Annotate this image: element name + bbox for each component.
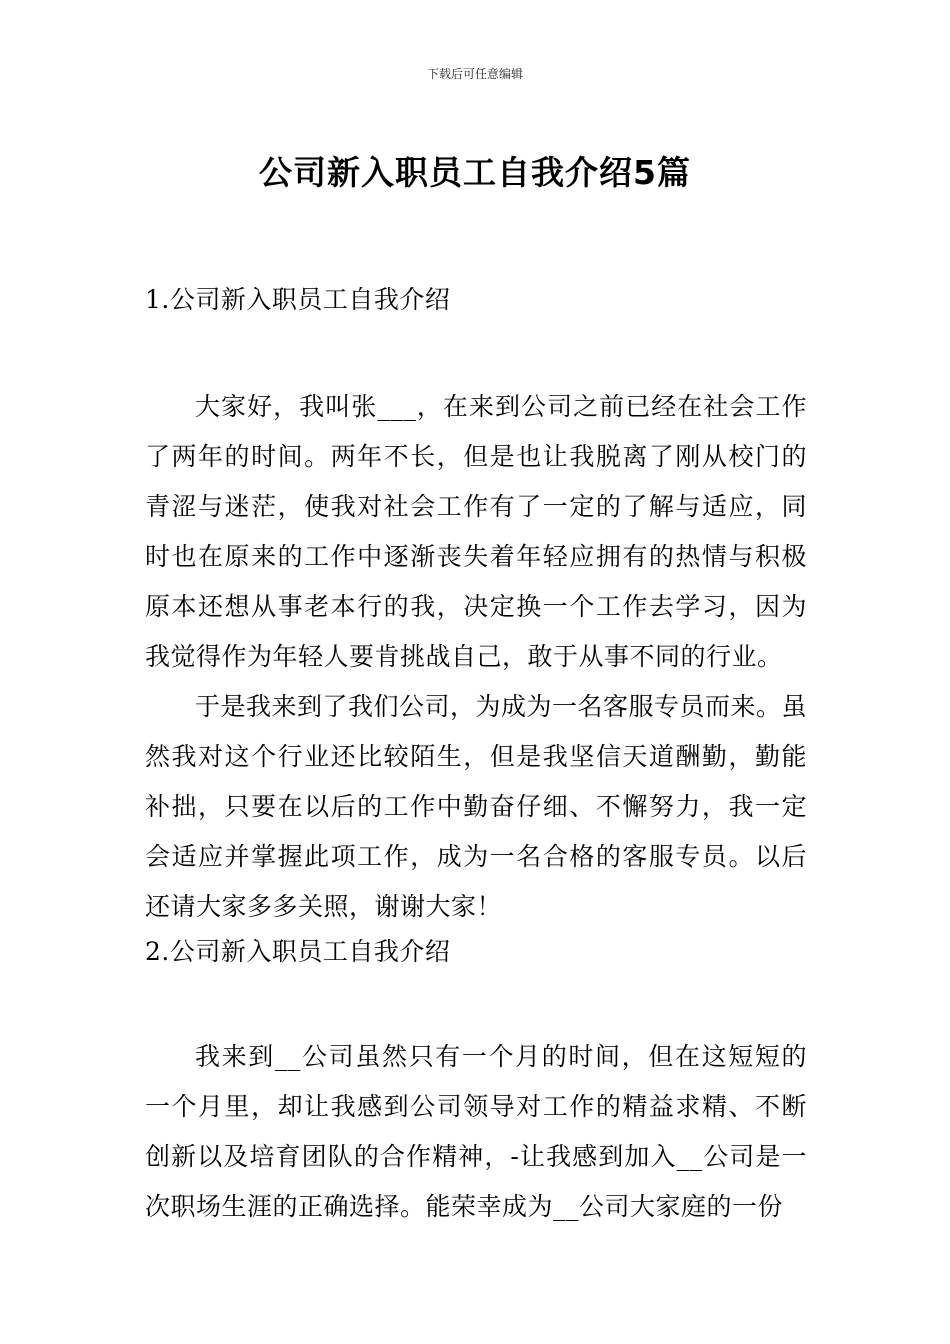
paragraph: 大家好，我叫张___，在来到公司之前已经在社会工作了两年的时间。两年不长，但是也让我脱离了刚从校门的青涩与迷茫，使我对社会工作有了一定的了解与适应，同时也在原来的工作中逐渐丧失着年轻应拥有的热情与积极原本还想从事老本行的我，决定换一个工作去学习，因为我觉得作为年轻人要肯挑战自己，敢于从事不同的行业。 [145, 392, 807, 671]
section-2 [145, 934, 807, 1232]
spacer [145, 318, 807, 382]
paragraph: 于是我来到了我们公司，为成为一名客服专员而来。虽然我对这个行业还比较陌生，但是我坚信天道酬勤，勤能补拙，只要在以后的工作中勤奋仔细、不懈努力，我一定会适应并掌握此项工作，成为一名合格的客服专员。以后还请大家多多关照，谢谢大家！ [145, 692, 808, 921]
document-title: 公司新入职员工自我介绍5篇 [259, 153, 691, 193]
paragraph: 我来到__公司虽然只有一个月的时间，但在这短短的一个月里，却让我感到公司领导对工作的精益求精、不断创新以及培育团队的合作精神，-让我感到加入__公司是一次职场生涯的正确选择。能荣幸成为__公司大家庭的一份 [145, 1042, 807, 1221]
section-1 [145, 282, 807, 932]
spacer [145, 970, 807, 1032]
section-heading: 2.公司新入职员工自我介绍 [145, 937, 451, 966]
section-heading: 1.公司新入职员工自我介绍 [145, 285, 451, 314]
header-note: 下载后可任意编辑 [426, 67, 523, 81]
document-body [145, 282, 807, 1232]
